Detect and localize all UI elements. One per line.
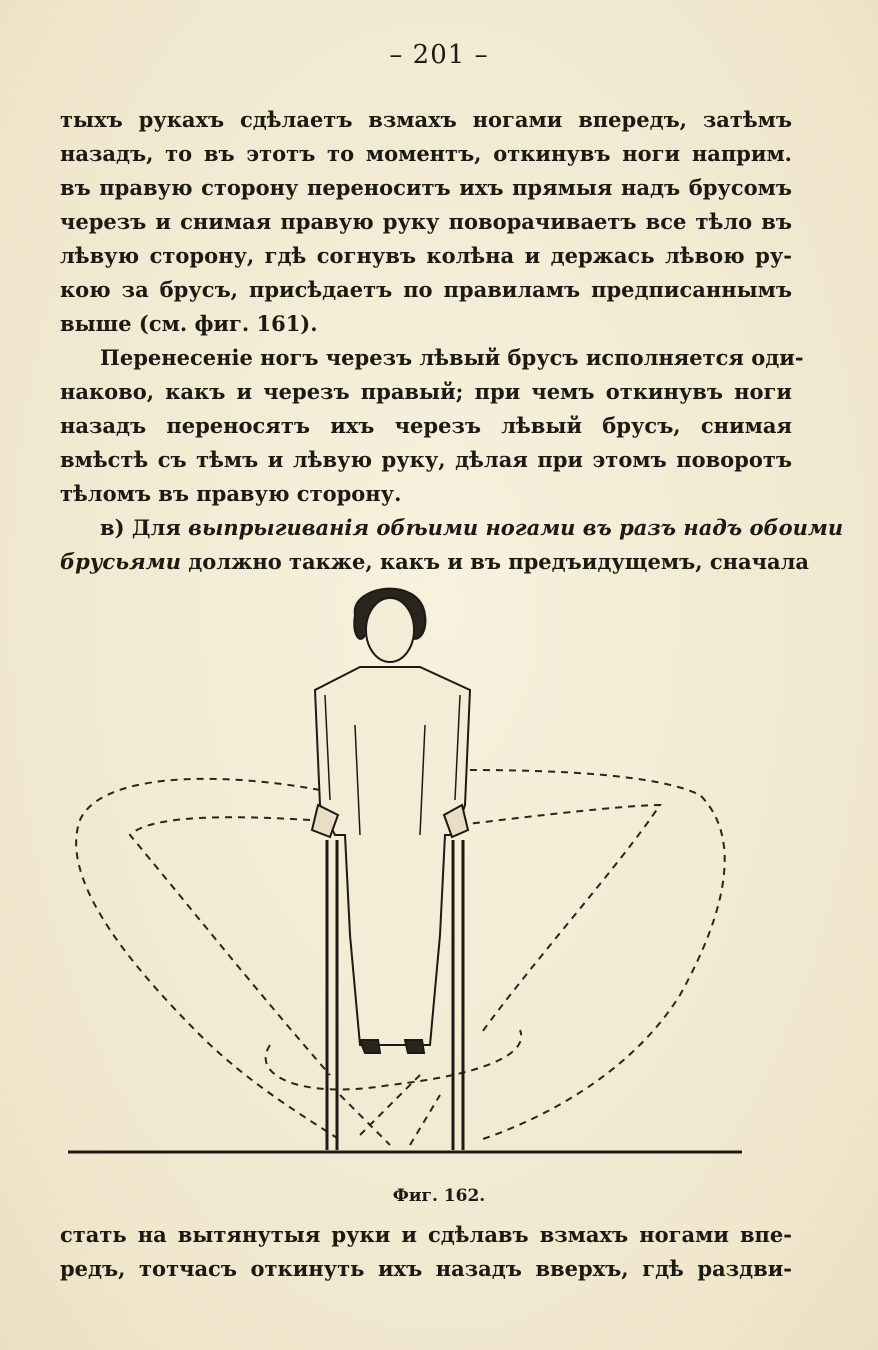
text-line: стать на вытянутыя руки и сдѣлавъ взмахъ ногами впе- [60, 1222, 792, 1247]
italic-term: брусьями [60, 549, 181, 574]
head [366, 598, 414, 662]
text-line: наково, какъ и черезъ правый; при чемъ откинувъ ноги [60, 379, 792, 404]
italic-term: выпрыгиванія обѣими ногами въ разъ надъ обоими [188, 515, 844, 540]
text-line: черезъ и снимая правую руку поворачиваетъ все тѣло въ [60, 209, 792, 234]
text-line: редъ, тотчасъ откинуть ихъ назадъ вверхъ, гдѣ раздви- [60, 1256, 792, 1281]
text-block-bottom [60, 1218, 792, 1286]
dashed-swing-left-inner [130, 817, 330, 1075]
figure-caption: Фиг. 162. [392, 1186, 486, 1206]
text-rest: должно также, какъ и въ предъидущемъ, сначала [181, 549, 809, 574]
dashed-swing-right-inner [460, 805, 660, 1035]
text-prefix: в) Для [100, 515, 189, 540]
figure-162-illustration [60, 575, 750, 1165]
text-line: въ правую сторону переноситъ ихъ прямыя надъ брусомъ [60, 175, 792, 200]
text-line: назадъ, то въ этотъ то моментъ, откинувъ ноги наприм. [60, 141, 792, 166]
text-line: вмѣстѣ съ тѣмъ и лѣвую руку, дѣлая при этомъ поворотъ [60, 447, 792, 472]
text-line-paragraph-v [60, 511, 844, 545]
page-number: – 201 – [389, 40, 489, 70]
dashed-swing-left [76, 779, 340, 1140]
text-line: выше (см. фиг. 161). [60, 311, 318, 336]
text-line: назадъ переносятъ ихъ черезъ лѣвый брусъ, снимая [60, 413, 792, 438]
text-line: кою за брусъ, присѣдаетъ по правиламъ предписаннымъ [60, 277, 792, 302]
dashed-swing-right [470, 770, 725, 1140]
dashed-legs-bottom [340, 1075, 440, 1145]
text-line [60, 545, 809, 579]
text-block-top [60, 103, 844, 579]
text-line: тыхъ рукахъ сдѣлаетъ взмахъ ногами впередъ, затѣмъ [60, 107, 792, 132]
text-line: лѣвую сторону, гдѣ согнувъ колѣна и держась лѣвою ру- [60, 243, 792, 268]
text-line: тѣломъ въ правую сторону. [60, 481, 402, 506]
text-line: Перенесеніе ногъ черезъ лѣвый брусъ исполняется оди- [100, 345, 804, 370]
